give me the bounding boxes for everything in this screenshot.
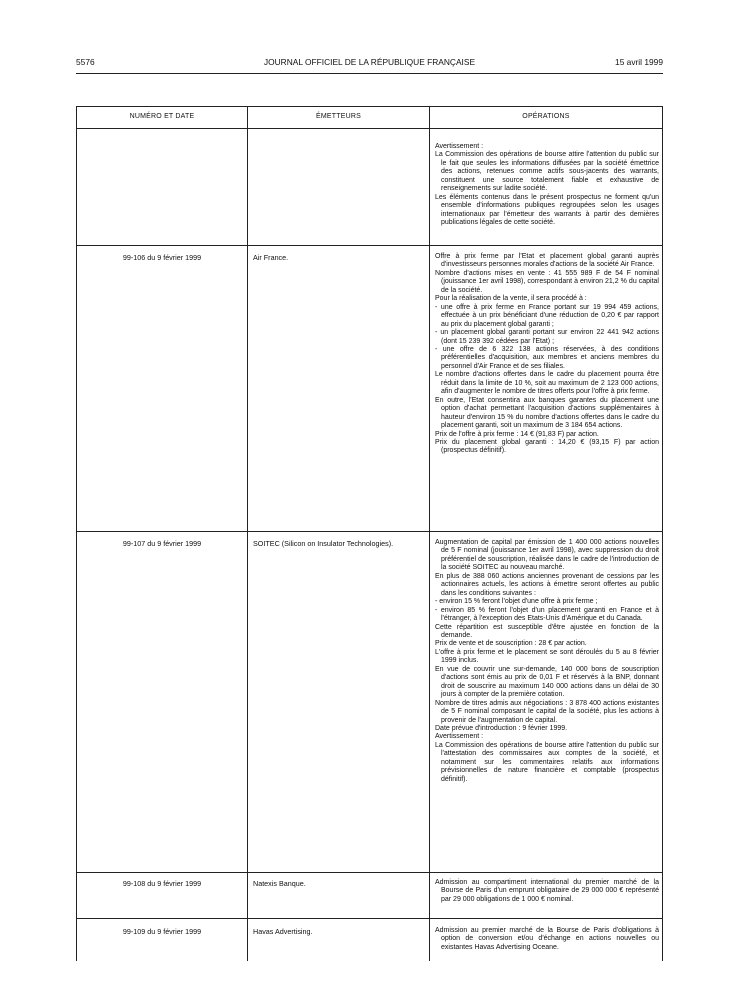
page-number: 5576 [76, 57, 95, 67]
operation-paragraph: - une offre à prix ferme en France portant sur 19 994 459 actions, effectuée à un prix bénéficiant d'une réduction de 0,20 € par rapport au prix du placement global garanti ; [435, 303, 659, 328]
column-divider [247, 107, 248, 961]
operation-paragraph: - un placement global garanti portant sur environ 22 441 942 actions (dont 15 239 392 cédées par l'Etat) ; [435, 329, 659, 345]
table-row-emetteur: SOITEC (Silicon on Insulator Technologies). [253, 539, 394, 548]
table-row-operations [435, 253, 659, 456]
table-row-numero: 99-109 du 9 février 1999 [122, 927, 202, 936]
operation-paragraph: Les éléments contenus dans le présent prospectus ne forment qu'un ensemble d'informations publiques regroupées selon les usages internationaux par l'émetteur des warrants à partir des dernières publications légales de cette société. [435, 193, 659, 227]
operation-paragraph: Date prévue d'introduction : 9 février 1999. [435, 724, 568, 732]
operation-paragraph: Offre à prix ferme par l'Etat et placement global garanti auprès d'investisseurs personnes morales d'actions de la société Air France. [435, 253, 659, 269]
operation-paragraph: - une offre de 6 322 138 actions réservées, à des conditions préférentielles d'acquisition, aux membres et anciens membres du personnel d'Air France et de ses filiales. [435, 345, 659, 370]
operations-table [76, 106, 663, 961]
operation-paragraph: Admission au premier marché de la Bourse de Paris d'obligations à option de conversion et/ou d'échange en actions nouvelles ou existantes Havas Advertising Oceane. [435, 927, 659, 951]
operation-paragraph: Nombre d'actions mises en vente : 41 555 989 F de 54 F nominal (jouissance 1er avril 1998), correspondant à environ 21,2 % du capital de la société. [435, 269, 659, 294]
operation-paragraph: Avertissement : [435, 143, 484, 150]
column-header-numero: NUMÉRO ET DATE [129, 113, 195, 120]
issue-date: 15 avril 1999 [615, 57, 663, 67]
operation-paragraph: Avertissement : [435, 733, 484, 741]
table-row-emetteur: Havas Advertising. [253, 927, 313, 936]
operation-paragraph: Prix de l'offre à prix ferme : 14 € (91,83 F) par action. [435, 430, 599, 438]
table-row-emetteur: Natexis Banque. [253, 879, 306, 888]
table-row-numero: 99-108 du 9 février 1999 [122, 879, 202, 888]
operation-paragraph: Prix du placement global garanti : 14,20 € (93,15 F) par action (prospectus définitif). [435, 438, 659, 455]
table-row-operations [435, 539, 659, 784]
operation-paragraph: Admission au compartiment international du premier marché de la Bourse de Paris d'un emprunt obligataire de 29 000 000 € représenté par 29 000 obligations de 1 000 € nominal. [435, 879, 659, 903]
header-rule [76, 73, 663, 74]
operation-paragraph: Prix de vente et de souscription : 28 € par action. [435, 640, 587, 648]
table-row-operations [435, 927, 659, 952]
operation-paragraph: Pour la réalisation de la vente, il sera procédé à : [435, 295, 587, 303]
row-divider [77, 918, 662, 919]
column-divider [429, 107, 430, 961]
page-header [76, 57, 663, 71]
table-row-numero: 99-106 du 9 février 1999 [122, 253, 202, 262]
operation-paragraph: - environ 15 % feront l'objet d'une offre à prix ferme ; [435, 598, 598, 606]
operation-paragraph: Nombre de titres admis aux négociations : 3 878 400 actions existantes de 5 F nominal composant le capital de la société, plus les actions à provenir de l'augmentation de capital. [435, 699, 659, 724]
operation-paragraph: Le nombre d'actions offertes dans le cadre du placement pourra être réduit dans la limite de 10 %, soit au maximum de 2 123 000 actions, afin d'augmenter le nombre de titres offerts pour l'offre à prix ferme. [435, 371, 659, 396]
header-rule-bottom [77, 128, 662, 129]
operation-paragraph: Augmentation de capital par émission de 1 400 000 actions nouvelles de 5 F nominal (jouissance 1er avril 1998), avec suppression du droit préférentiel de souscription, réalisée dans le cadre de l'introduction de la société SOITEC au nouveau marché. [435, 539, 659, 572]
operation-paragraph: En vue de couvrir une sur-demande, 140 000 bons de souscription d'actions sont émis au prix de 0,01 F et réservés à la BNP, donnant droit de souscrire au maximum 140 000 actions dans un délai de 30 jours à compter de la première cotation. [435, 665, 659, 699]
column-header-operations: OPÉRATIONS [522, 113, 570, 120]
column-header-emetteurs: ÉMETTEURS [316, 113, 361, 120]
table-row-operations [435, 879, 659, 904]
row-divider [77, 245, 662, 246]
table-row-emetteur: Air France. [253, 253, 289, 262]
operation-paragraph: L'offre à prix ferme et le placement se sont déroulés du 5 au 8 février 1999 inclus. [435, 648, 659, 665]
operation-paragraph: En outre, l'Etat consentira aux banques garantes du placement une option d'achat permettant l'acquisition d'actions supplémentaires à hauteur d'environ 15 % du nombre d'actions offertes dans le cadre du placement garanti, soit un maximum de 3 184 654 actions. [435, 396, 659, 430]
operation-paragraph: La Commission des opérations de bourse attire l'attention du public sur l'attestation des commissaires aux comptes de la société, et notamment sur les commentaires relatifs aux informations prévisionnelles de nature financière et comptable (prospectus définitif). [435, 741, 659, 783]
table-row-numero: 99-107 du 9 février 1999 [122, 539, 202, 548]
operation-paragraph: En plus de 388 060 actions anciennes provenant de cessions par les actionnaires actuels, les actions à émettre seront offertes au public dans les conditions suivantes : [435, 572, 659, 597]
operation-paragraph: La Commission des opérations de bourse attire l'attention du public sur le fait que seules les informations diffusées par la société émettrice des actions, retenues comme actifs sous-jacents des warrants, constituent une source totalement fiable et exhaustive de renseignements sur ladite société. [435, 151, 659, 193]
operation-paragraph: - environ 85 % feront l'objet d'un placement garanti en France et à l'étranger, à l'exception des Etats-Unis d'Amérique et du Canada. [435, 606, 659, 623]
table-row-operations [435, 143, 659, 228]
row-divider [77, 531, 662, 532]
row-divider [77, 872, 662, 873]
journal-title: JOURNAL OFFICIEL DE LA RÉPUBLIQUE FRANÇAISE [263, 57, 476, 67]
operation-paragraph: Cette répartition est susceptible d'être ajustée en fonction de la demande. [435, 623, 659, 639]
